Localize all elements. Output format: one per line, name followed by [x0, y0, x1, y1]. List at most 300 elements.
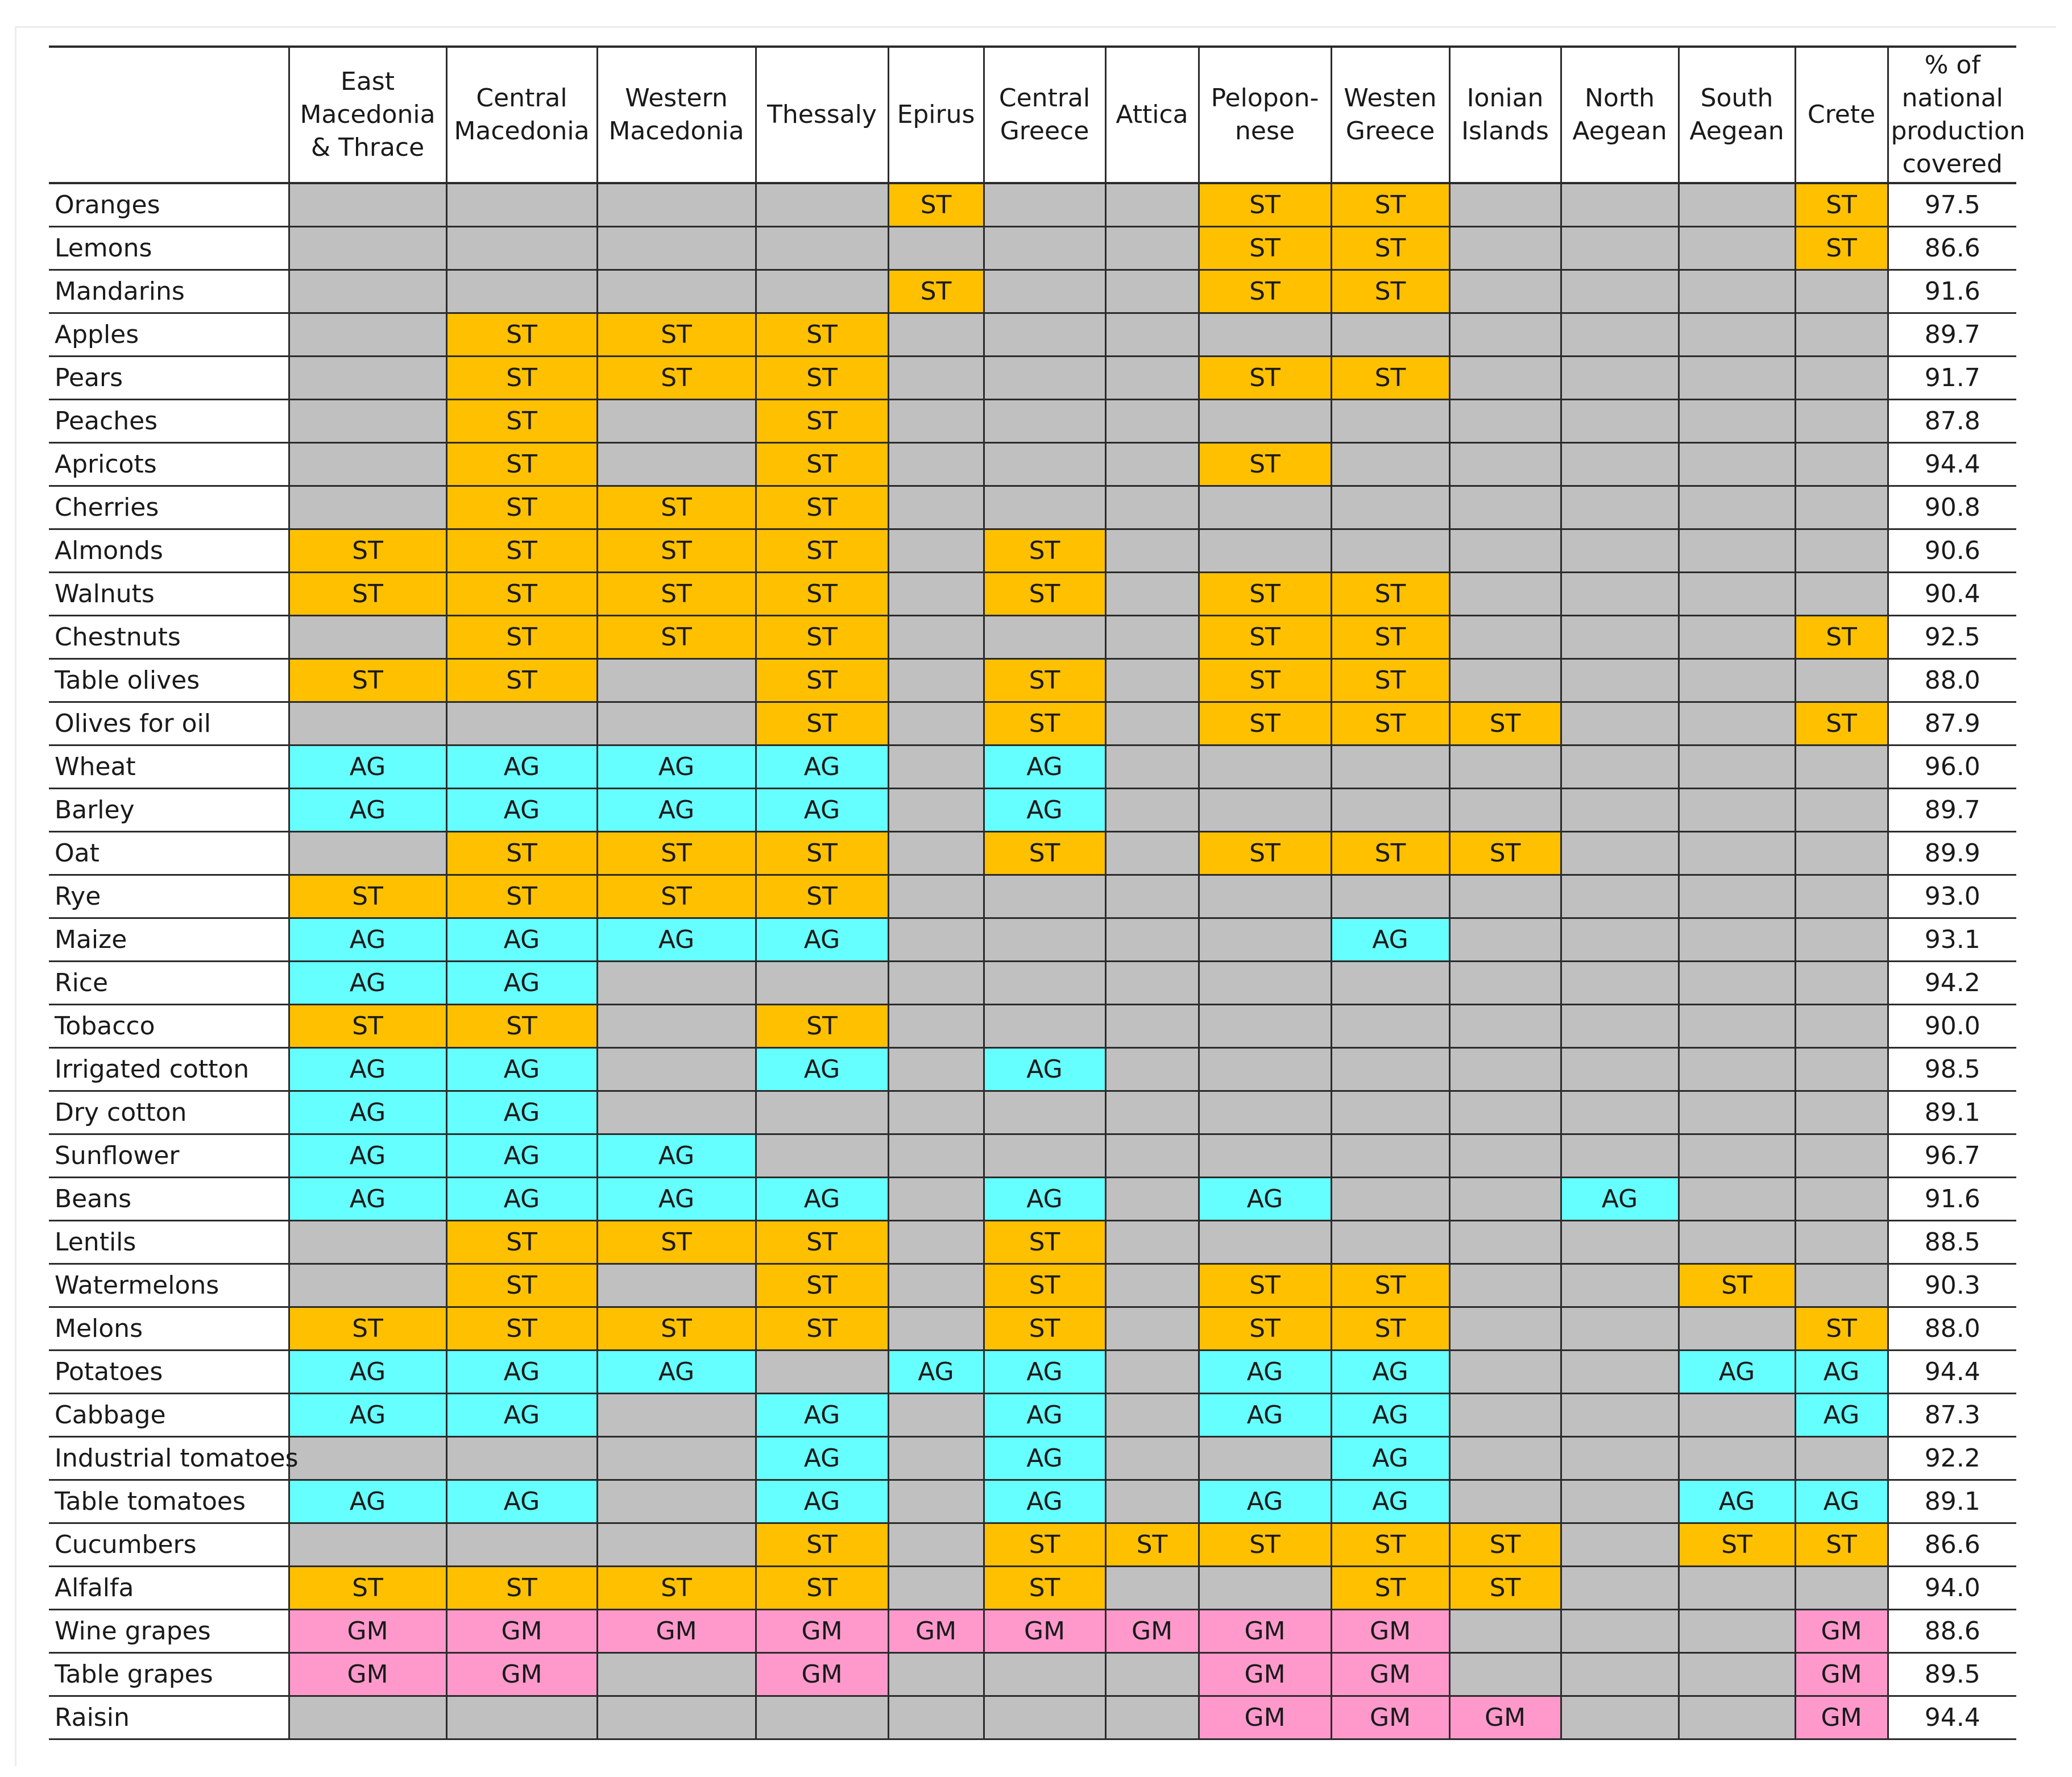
region-cell: [1679, 270, 1795, 313]
region-cell: ST: [1331, 270, 1449, 313]
region-cell: ST: [1795, 702, 1888, 745]
region-cell: [888, 788, 984, 831]
region-cell: [1105, 1436, 1199, 1480]
region-cell: ST: [446, 831, 597, 875]
crop-name-cell: Lentils: [49, 1220, 289, 1264]
region-cell: [597, 1523, 756, 1566]
table-row: [49, 1436, 2016, 1480]
region-cell: [1679, 1177, 1795, 1220]
region-cell: ST: [289, 1566, 446, 1609]
region-cell: [1679, 702, 1795, 745]
region-cell: AG: [1331, 1480, 1449, 1523]
region-cell: ST: [756, 1264, 888, 1307]
region-cell: ST: [289, 572, 446, 615]
crop-name-cell: Table grapes: [49, 1652, 289, 1696]
region-cell: [888, 1177, 984, 1220]
region-cell: [289, 1264, 446, 1307]
region-cell: [1449, 226, 1561, 270]
region-cell: ST: [1331, 183, 1449, 226]
pct-coverage-cell: 88.0: [1888, 1307, 2016, 1350]
region-cell: GM: [1331, 1696, 1449, 1739]
region-cell: [1795, 1004, 1888, 1047]
table-row: [49, 1350, 2016, 1393]
table-row: [49, 442, 2016, 486]
table-row: [49, 1134, 2016, 1177]
region-cell: ST: [446, 1220, 597, 1264]
region-cell: AG: [1331, 918, 1449, 961]
pct-coverage-cell: 89.5: [1888, 1652, 2016, 1696]
region-cell: ST: [446, 529, 597, 572]
region-cell: ST: [446, 1264, 597, 1307]
region-cell: [1449, 1004, 1561, 1047]
region-cell: [597, 702, 756, 745]
region-cell: [984, 356, 1105, 399]
region-cell: [1561, 1566, 1679, 1609]
region-cell: [888, 1393, 984, 1436]
region-cell: [1679, 399, 1795, 442]
region-cell: [984, 270, 1105, 313]
table-row: [49, 183, 2016, 226]
region-cell: [888, 442, 984, 486]
region-cell: ST: [756, 1307, 888, 1350]
region-cell: [1449, 788, 1561, 831]
region-cell: AG: [597, 1350, 756, 1393]
region-cell: ST: [1795, 183, 1888, 226]
region-cell: ST: [1105, 1523, 1199, 1566]
region-cell: [1795, 658, 1888, 702]
region-cell: [1449, 961, 1561, 1004]
region-cell: [1449, 529, 1561, 572]
region-cell: [1561, 356, 1679, 399]
crop-name-cell: Industrial tomatoes: [49, 1436, 289, 1480]
region-cell: [984, 399, 1105, 442]
region-cell: [756, 961, 888, 1004]
region-cell: [1679, 1393, 1795, 1436]
region-cell: [1561, 918, 1679, 961]
region-cell: [756, 183, 888, 226]
pct-coverage-cell: 94.4: [1888, 1350, 2016, 1393]
region-cell: AG: [289, 918, 446, 961]
pct-coverage-cell: 94.0: [1888, 1566, 2016, 1609]
region-cell: [446, 1436, 597, 1480]
region-cell: [1679, 442, 1795, 486]
region-cell: [597, 399, 756, 442]
region-cell: [597, 1696, 756, 1739]
crop-name-cell: Lemons: [49, 226, 289, 270]
region-cell: [1795, 1177, 1888, 1220]
region-cell: ST: [888, 183, 984, 226]
region-cell: ST: [446, 615, 597, 658]
region-cell: GM: [289, 1609, 446, 1652]
region-cell: ST: [446, 356, 597, 399]
region-cell: [888, 486, 984, 529]
region-cell: ST: [984, 529, 1105, 572]
table-row: [49, 1480, 2016, 1523]
region-cell: [1199, 1436, 1331, 1480]
region-cell: [1105, 226, 1199, 270]
region-cell: [1561, 1350, 1679, 1393]
region-cell: [1561, 1047, 1679, 1091]
region-cell: [984, 961, 1105, 1004]
crop-name-cell: Mandarins: [49, 270, 289, 313]
region-cell: AG: [289, 1177, 446, 1220]
region-cell: [1679, 1047, 1795, 1091]
region-cell: [1795, 1566, 1888, 1609]
region-cell: GM: [1795, 1696, 1888, 1739]
crop-name-cell: Apricots: [49, 442, 289, 486]
region-cell: [1449, 486, 1561, 529]
region-cell: AG: [289, 1047, 446, 1091]
pct-coverage-cell: 88.6: [1888, 1609, 2016, 1652]
region-cell: [446, 702, 597, 745]
pct-coverage-cell: 93.1: [1888, 918, 2016, 961]
region-cell: [1449, 1307, 1561, 1350]
region-cell: [1199, 313, 1331, 356]
region-cell: AG: [289, 1393, 446, 1436]
region-cell: AG: [984, 745, 1105, 788]
table-row: [49, 658, 2016, 702]
region-cell: [1561, 1609, 1679, 1652]
pct-coverage-cell: 90.3: [1888, 1264, 2016, 1307]
region-cell: [1679, 313, 1795, 356]
region-cell: [1679, 1652, 1795, 1696]
pct-coverage-cell: 87.3: [1888, 1393, 2016, 1436]
header-peloponnese: Pelopon- nese: [1199, 47, 1331, 183]
region-cell: [1449, 1047, 1561, 1091]
region-cell: AG: [446, 788, 597, 831]
region-cell: [1679, 961, 1795, 1004]
crop-name-cell: Oat: [49, 831, 289, 875]
pct-coverage-cell: 90.6: [1888, 529, 2016, 572]
region-cell: [1561, 1480, 1679, 1523]
region-cell: GM: [888, 1609, 984, 1652]
region-cell: AG: [289, 788, 446, 831]
crop-name-cell: Potatoes: [49, 1350, 289, 1393]
region-cell: AG: [756, 745, 888, 788]
region-cell: [1105, 183, 1199, 226]
table-row: [49, 1696, 2016, 1739]
region-cell: [1105, 831, 1199, 875]
region-cell: AG: [1331, 1436, 1449, 1480]
region-cell: AG: [1795, 1393, 1888, 1436]
table-row: [49, 1091, 2016, 1134]
region-cell: [1679, 1220, 1795, 1264]
region-cell: [1105, 658, 1199, 702]
region-cell: ST: [446, 875, 597, 918]
crop-name-cell: Tobacco: [49, 1004, 289, 1047]
region-cell: ST: [289, 875, 446, 918]
region-cell: [289, 831, 446, 875]
region-cell: [1199, 875, 1331, 918]
pct-coverage-cell: 98.5: [1888, 1047, 2016, 1091]
region-cell: [289, 615, 446, 658]
region-cell: [1561, 961, 1679, 1004]
region-cell: [597, 1047, 756, 1091]
region-cell: [1199, 1004, 1331, 1047]
region-cell: ST: [1331, 356, 1449, 399]
crop-name-cell: Pears: [49, 356, 289, 399]
region-cell: [1561, 1134, 1679, 1177]
region-cell: ST: [1331, 831, 1449, 875]
header-south-aegean: South Aegean: [1679, 47, 1795, 183]
region-cell: AG: [1795, 1350, 1888, 1393]
region-cell: ST: [1449, 1523, 1561, 1566]
region-cell: [597, 1004, 756, 1047]
region-cell: [446, 183, 597, 226]
region-cell: [1561, 313, 1679, 356]
region-cell: [1561, 1091, 1679, 1134]
region-cell: [1679, 1307, 1795, 1350]
region-cell: ST: [1331, 1523, 1449, 1566]
region-cell: [1199, 1047, 1331, 1091]
region-cell: AG: [289, 1480, 446, 1523]
crop-name-cell: Sunflower: [49, 1134, 289, 1177]
region-cell: [1105, 1307, 1199, 1350]
region-cell: [1679, 356, 1795, 399]
region-cell: [1331, 745, 1449, 788]
region-cell: [1561, 615, 1679, 658]
region-cell: [1449, 399, 1561, 442]
region-cell: [1795, 918, 1888, 961]
region-cell: [1331, 442, 1449, 486]
pct-coverage-cell: 90.4: [1888, 572, 2016, 615]
region-cell: [1331, 788, 1449, 831]
region-cell: [888, 1523, 984, 1566]
region-cell: [888, 226, 984, 270]
region-cell: [1105, 1091, 1199, 1134]
region-cell: ST: [446, 486, 597, 529]
region-cell: [1105, 399, 1199, 442]
region-cell: ST: [984, 831, 1105, 875]
region-cell: [888, 1220, 984, 1264]
region-cell: [888, 831, 984, 875]
table-row: [49, 831, 2016, 875]
region-cell: AG: [289, 1350, 446, 1393]
region-cell: [1679, 831, 1795, 875]
region-cell: [1331, 1134, 1449, 1177]
region-cell: [888, 1652, 984, 1696]
region-cell: [1199, 1134, 1331, 1177]
table-row: [49, 1307, 2016, 1350]
region-cell: [1105, 529, 1199, 572]
region-cell: [1105, 486, 1199, 529]
region-cell: [1561, 183, 1679, 226]
pct-coverage-cell: 94.4: [1888, 1696, 2016, 1739]
region-cell: [446, 1523, 597, 1566]
region-cell: ST: [446, 313, 597, 356]
region-cell: [597, 1091, 756, 1134]
region-cell: [1449, 875, 1561, 918]
crop-name-cell: Wheat: [49, 745, 289, 788]
region-cell: AG: [1199, 1393, 1331, 1436]
region-cell: ST: [756, 1523, 888, 1566]
region-cell: [756, 226, 888, 270]
region-cell: [1105, 1004, 1199, 1047]
region-cell: [1199, 745, 1331, 788]
table-row: [49, 745, 2016, 788]
region-cell: [1561, 1307, 1679, 1350]
table-row: [49, 1523, 2016, 1566]
region-cell: [888, 399, 984, 442]
header-corner: [49, 47, 289, 183]
region-cell: [1561, 442, 1679, 486]
region-cell: ST: [1795, 1523, 1888, 1566]
region-cell: [1561, 1523, 1679, 1566]
region-cell: ST: [756, 875, 888, 918]
region-cell: [1105, 442, 1199, 486]
pct-coverage-cell: 86.6: [1888, 226, 2016, 270]
region-cell: [984, 875, 1105, 918]
region-cell: ST: [756, 831, 888, 875]
region-cell: [984, 1004, 1105, 1047]
region-cell: AG: [1561, 1177, 1679, 1220]
region-cell: [1795, 788, 1888, 831]
region-cell: ST: [1199, 1307, 1331, 1350]
region-cell: [888, 1480, 984, 1523]
table-row: [49, 1264, 2016, 1307]
region-cell: [597, 1652, 756, 1696]
region-cell: [984, 226, 1105, 270]
region-cell: [984, 486, 1105, 529]
region-cell: [1331, 1220, 1449, 1264]
region-cell: [1449, 313, 1561, 356]
region-cell: [1449, 1480, 1561, 1523]
region-cell: [1331, 313, 1449, 356]
region-cell: [1105, 918, 1199, 961]
region-cell: [888, 1566, 984, 1609]
region-cell: [1795, 745, 1888, 788]
region-cell: [1679, 183, 1795, 226]
region-cell: AG: [289, 961, 446, 1004]
header-epirus: Epirus: [888, 47, 984, 183]
header-attica: Attica: [1105, 47, 1199, 183]
region-cell: [1105, 1566, 1199, 1609]
region-cell: AG: [1331, 1350, 1449, 1393]
region-cell: AG: [597, 1134, 756, 1177]
region-cell: AG: [756, 1436, 888, 1480]
region-cell: [984, 615, 1105, 658]
region-cell: [1561, 529, 1679, 572]
region-cell: ST: [1199, 1264, 1331, 1307]
region-cell: AG: [1679, 1350, 1795, 1393]
region-cell: [1561, 1264, 1679, 1307]
region-cell: ST: [1449, 1566, 1561, 1609]
region-cell: AG: [984, 1436, 1105, 1480]
region-cell: [1199, 1091, 1331, 1134]
region-cell: AG: [984, 1393, 1105, 1436]
region-cell: [1795, 270, 1888, 313]
region-cell: AG: [984, 1177, 1105, 1220]
region-cell: GM: [1199, 1609, 1331, 1652]
region-cell: GM: [1331, 1652, 1449, 1696]
region-cell: ST: [1199, 270, 1331, 313]
region-cell: AG: [597, 788, 756, 831]
region-cell: [888, 1091, 984, 1134]
region-cell: ST: [597, 831, 756, 875]
region-cell: [888, 313, 984, 356]
crop-rows: [49, 183, 2016, 1739]
region-cell: AG: [597, 745, 756, 788]
crop-name-cell: Walnuts: [49, 572, 289, 615]
region-cell: [1449, 1393, 1561, 1436]
region-cell: [1679, 658, 1795, 702]
region-cell: [1105, 1177, 1199, 1220]
region-cell: ST: [1331, 615, 1449, 658]
region-cell: [1449, 1264, 1561, 1307]
region-cell: [1199, 486, 1331, 529]
region-cell: [888, 572, 984, 615]
region-cell: [1561, 270, 1679, 313]
region-cell: AG: [446, 1091, 597, 1134]
region-cell: [1679, 529, 1795, 572]
region-cell: ST: [1795, 226, 1888, 270]
region-cell: [1105, 788, 1199, 831]
region-cell: AG: [1199, 1350, 1331, 1393]
region-cell: [1679, 226, 1795, 270]
region-cell: [289, 1436, 446, 1480]
region-cell: ST: [1331, 1566, 1449, 1609]
table-row: [49, 1609, 2016, 1652]
region-cell: ST: [984, 658, 1105, 702]
region-cell: [1561, 875, 1679, 918]
region-cell: [1449, 658, 1561, 702]
pct-coverage-cell: 89.1: [1888, 1091, 2016, 1134]
region-cell: AG: [1199, 1177, 1331, 1220]
region-cell: [1679, 745, 1795, 788]
region-cell: AG: [1679, 1480, 1795, 1523]
region-cell: GM: [756, 1652, 888, 1696]
region-cell: [1561, 1436, 1679, 1480]
crop-name-cell: Apples: [49, 313, 289, 356]
pct-coverage-cell: 87.8: [1888, 399, 2016, 442]
header-central-greece: Central Greece: [984, 47, 1105, 183]
region-cell: [888, 1264, 984, 1307]
table-row: [49, 399, 2016, 442]
crop-name-cell: Table tomatoes: [49, 1480, 289, 1523]
region-cell: ST: [1199, 702, 1331, 745]
pct-coverage-cell: 89.9: [1888, 831, 2016, 875]
crop-name-cell: Table olives: [49, 658, 289, 702]
region-cell: [289, 399, 446, 442]
region-cell: [446, 270, 597, 313]
region-cell: [1679, 788, 1795, 831]
region-cell: ST: [1199, 572, 1331, 615]
region-cell: [1105, 702, 1199, 745]
region-cell: GM: [1331, 1609, 1449, 1652]
table-row: [49, 529, 2016, 572]
table-row: [49, 486, 2016, 529]
region-cell: [597, 658, 756, 702]
region-cell: [446, 1696, 597, 1739]
region-cell: ST: [756, 442, 888, 486]
region-cell: [1679, 1696, 1795, 1739]
region-cell: [1449, 270, 1561, 313]
region-cell: ST: [446, 1566, 597, 1609]
region-cell: [1105, 572, 1199, 615]
region-cell: [888, 1047, 984, 1091]
region-cell: ST: [1199, 1523, 1331, 1566]
region-cell: AG: [446, 961, 597, 1004]
region-cell: ST: [597, 486, 756, 529]
region-cell: [1561, 1004, 1679, 1047]
region-cell: ST: [984, 1220, 1105, 1264]
region-cell: [1199, 1220, 1331, 1264]
region-cell: [756, 1091, 888, 1134]
header-western-greece: Westen Greece: [1331, 47, 1449, 183]
pct-coverage-cell: 90.8: [1888, 486, 2016, 529]
region-cell: [888, 961, 984, 1004]
region-cell: AG: [984, 788, 1105, 831]
